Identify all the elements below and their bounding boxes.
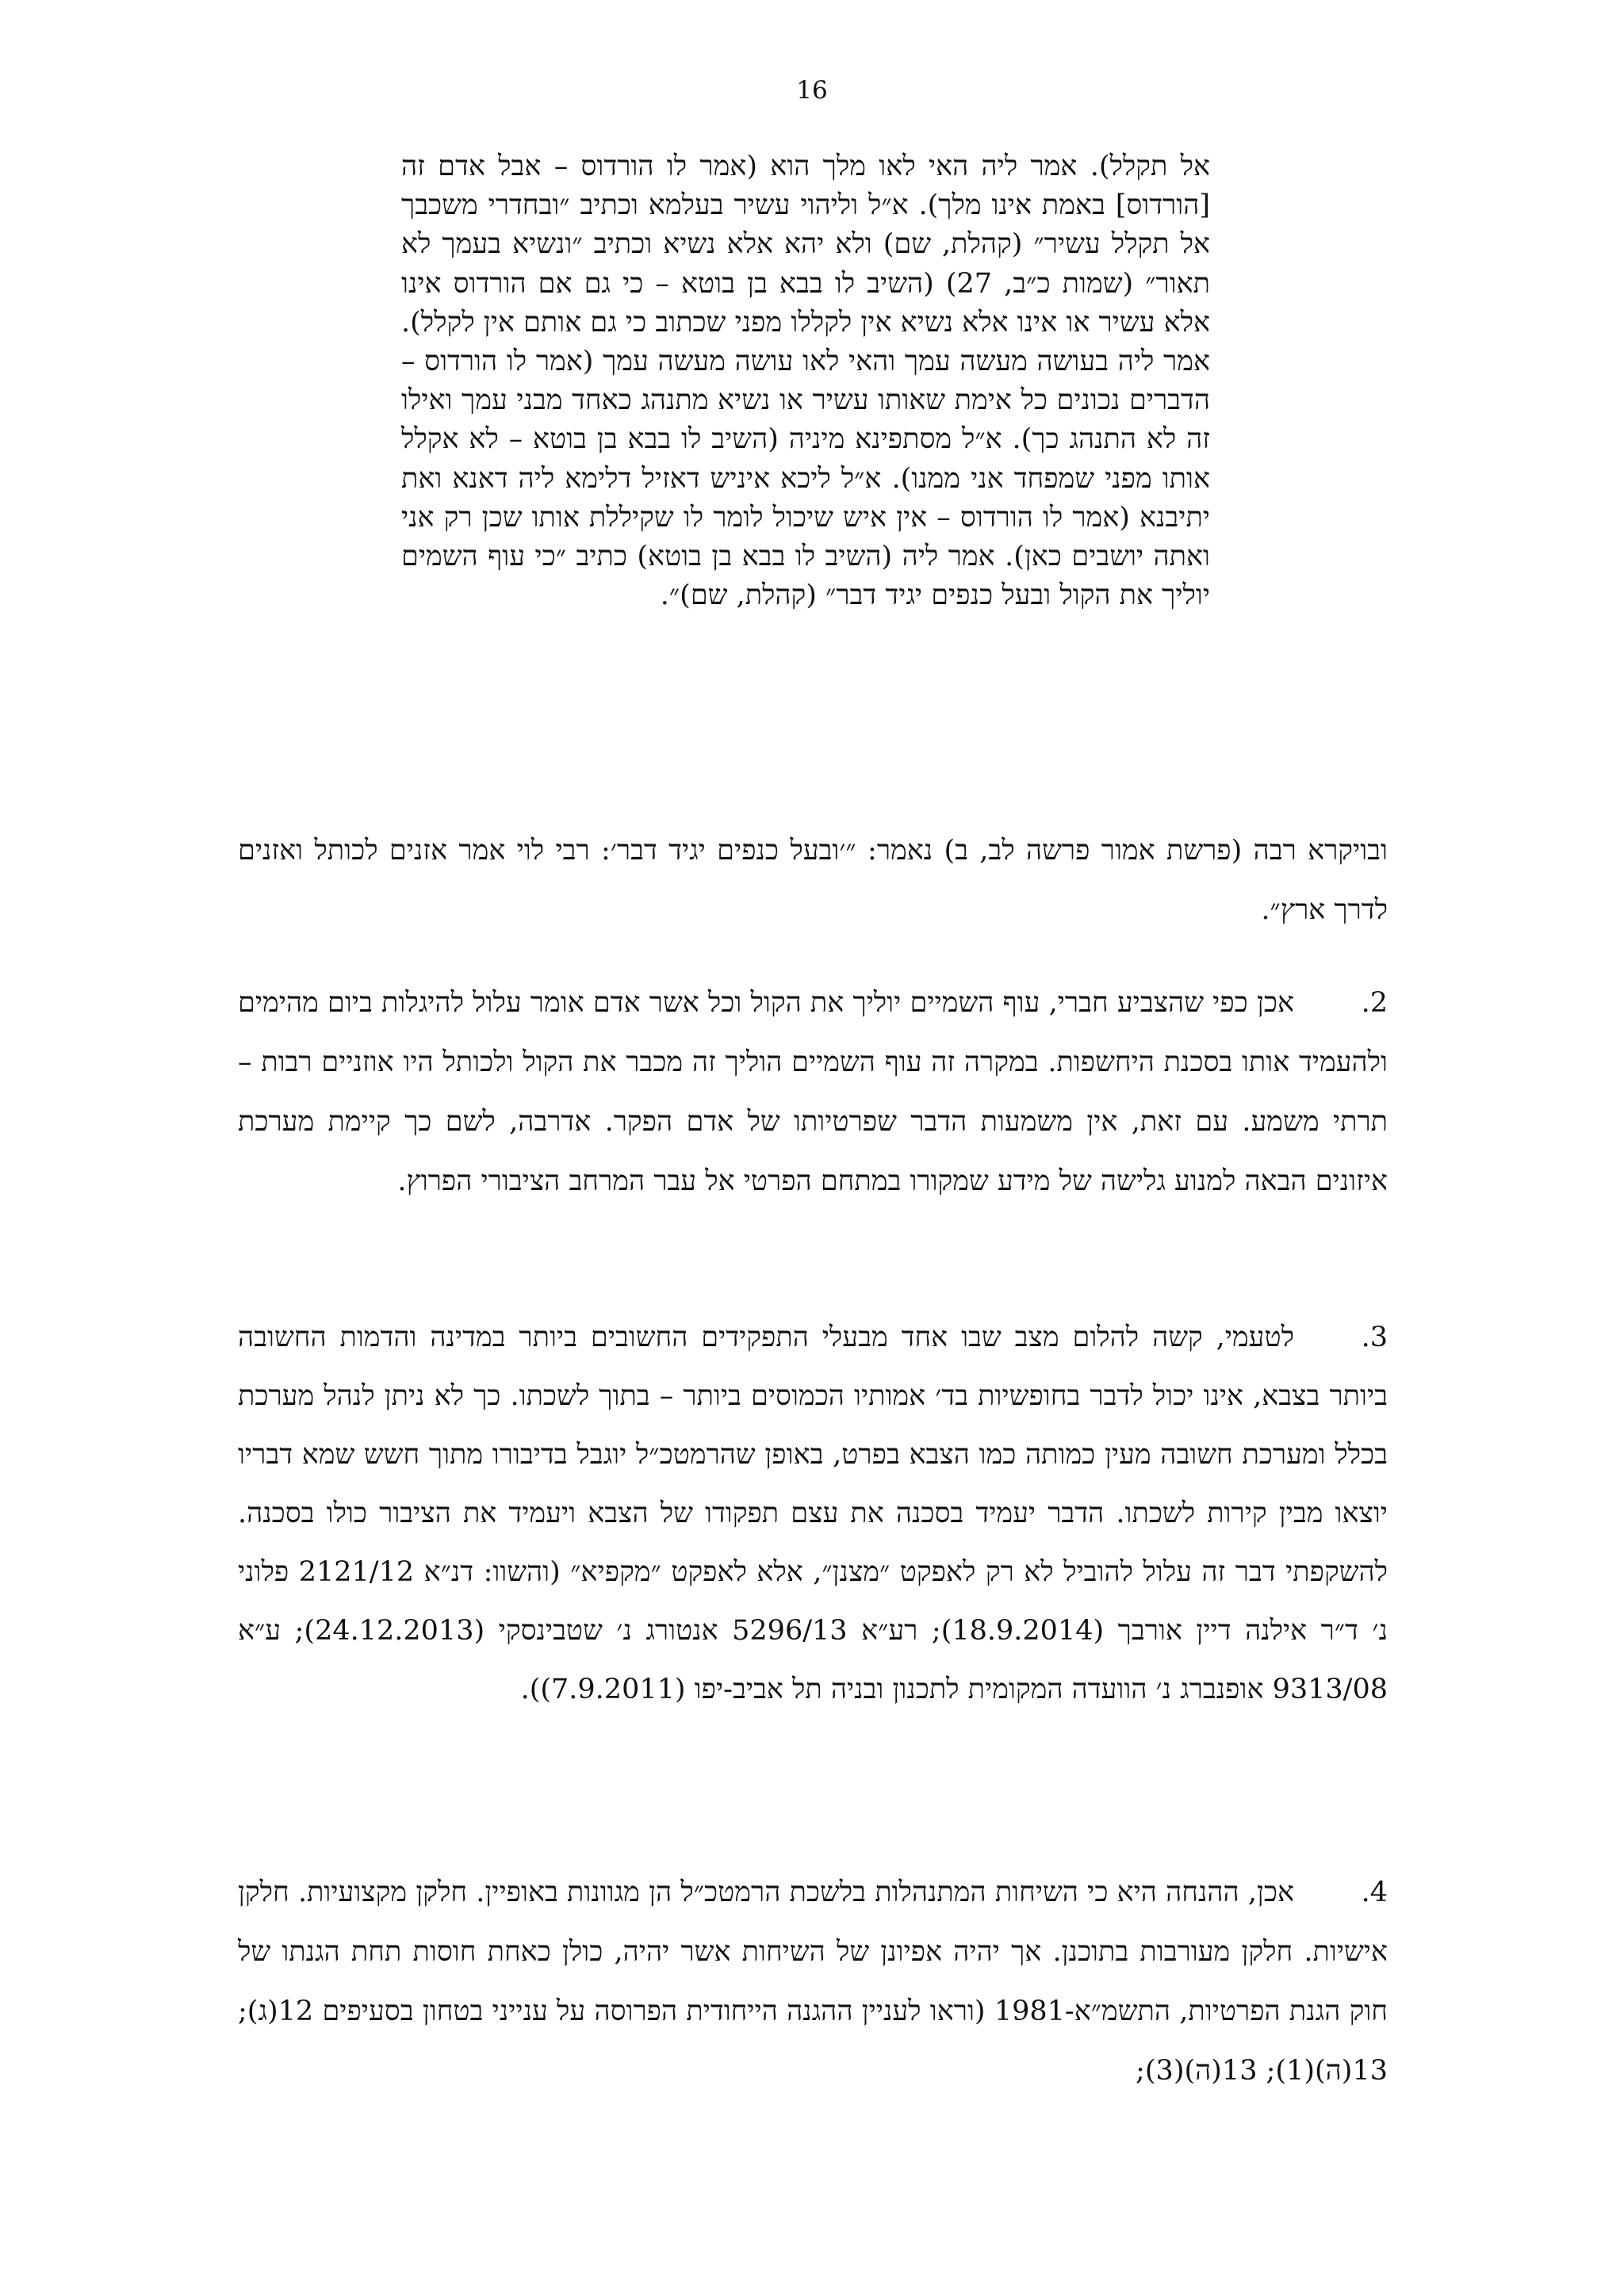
paragraph-text: אכן, ההנחה היא כי השיחות המתנהלות בלשכת הרמטכ״ל הן מגוונות באופיין. חלקן מקצועיות. חלקן אישיות. חלקן מעורבות בתוכנן. אך יהיה אפיונן של השיחות אשר יהיה, כולן כאחת חוסות תחת הגנתו של חוק הגנת הפרטיות, התשמ״א-1981 (וראו לעניין ההגנה הייחודית הפרוסה על ענייני בטחון בסעיפים 12(ג); 13(ה)(1); 13(ה)(3); xyxy=(238,1877,1388,2087)
paragraph-vayikra-rabbah xyxy=(238,821,1388,940)
paragraph-text: אכן כפי שהצביע חברי, עוף השמיים יוליך את הקול וכל אשר אדם אומר עלול להיגלות ביום מהימים ולהעמיד אותו בסכנת היחשפות. במקרה זה עוף השמיים הוליך זה מכבר את הקול ולכותל היו אוזניים רבות – תרתי משמע. עם זאת, אין משמעות הדבר שפרטיותו של אדם הפקר. אדרבה, לשם כך קיימת מערכת איזונים הבאה למנוע גלישה של מידע שמקורו במתחם הפרטי אל עבר המרחב הציבורי הפרוץ. xyxy=(238,987,1388,1197)
paragraph-3 xyxy=(238,1308,1388,1719)
paragraph-number: 2. xyxy=(1361,987,1388,1019)
paragraph-text: לטעמי, קשה להלום מצב שבו אחד מבעלי התפקידים החשובים ביותר במדינה והדמות החשובה ביותר בצבא, אינו יכול לדבר בחופשיות בד׳ אמותיו הכמוסים ביותר – בתוך לשכתו. כך לא ניתן לנהל מערכת בכלל ומערכת חשובה מעין כמותה כמו הצבא בפרט, באופן שהרמטכ״ל יוגבל בדיבורו מתוך חשש שמא דבריו יוצאו מבין קירות לשכתו. הדבר יעמיד בסכנה את עצם תפקודו של הצבא ויעמיד את הציבור כולו בסכנה. להשקפתי דבר זה עלול להוביל לא רק לאפקט ״מצנן״, אלא לאפקט ״מקפיא״ (והשוו: דנ״א 2121/12 פלוני נ׳ ד״ר אילנה דיין אורבך (18.9.2014); רע״א 5296/13 אנטורג נ׳ שטבינסקי (24.12.2013); ע״א 9313/08 אופנברג נ׳ הוועדה המקומית לתכנון ובניה תל אביב-יפו (7.9.2011)). xyxy=(238,1322,1388,1705)
paragraph-2 xyxy=(238,974,1388,1211)
paragraph-4 xyxy=(238,1863,1388,2101)
block-quote: אל תקלל). אמר ליה האי לאו מלך הוא (אמר לו הורדוס – אבל אדם זה [הורדוס] באמת אינו מלך). א״ל וליהוי עשיר בעלמא וכתיב ״ובחדרי משכבך אל תקלל עשיר״ (קהלת, שם) ולא יהא אלא נשיא וכתיב ״ונשיא בעמך לא תאור״ (שמות כ״ב, 27) (השיב לו בבא בן בוטא – כי גם אם הורדוס אינו אלא עשיר או אינו אלא נשיא אין לקללו מפני שכתוב כי גם אותם אין לקלל). אמר ליה בעושה מעשה עמך והאי לאו עושה מעשה עמך (אמר לו הורדוס – הדברים נכונים כל אימת שאותו עשיר או נשיא מתנהג כאחד מבני עמך ואילו זה לא התנהג כך). א״ל מסתפינא מיניה (השיב לו בבא בן בוטא – לא אקלל אותו מפני שמפחד אני ממנו). א״ל ליכא איניש דאזיל דלימא ליה דאנא ואת יתיבנא (אמר לו הורדוס – אין איש שיכול לומר לו שקיללת אותו שכן רק אני ואתה יושבים כאן). אמר ליה (השיב לו בבא בן בוטא) כתיב ״כי עוף השמים יוליך את הקול ובעל כנפים יגיד דבר״ (קהלת, שם)״. xyxy=(401,151,1210,612)
page-number: 16 xyxy=(796,76,828,105)
paragraph-number: 3. xyxy=(1361,1322,1388,1353)
paragraph-number: 4. xyxy=(1361,1877,1388,1908)
paragraph-text: ובויקרא רבה (פרשת אמור פרשה לב, ב) נאמר: ״׳ובעל כנפים יגיד דבר׳: רבי לוי אמר אזנים לכותל ואזנים לדרך ארץ״. xyxy=(238,835,1388,926)
